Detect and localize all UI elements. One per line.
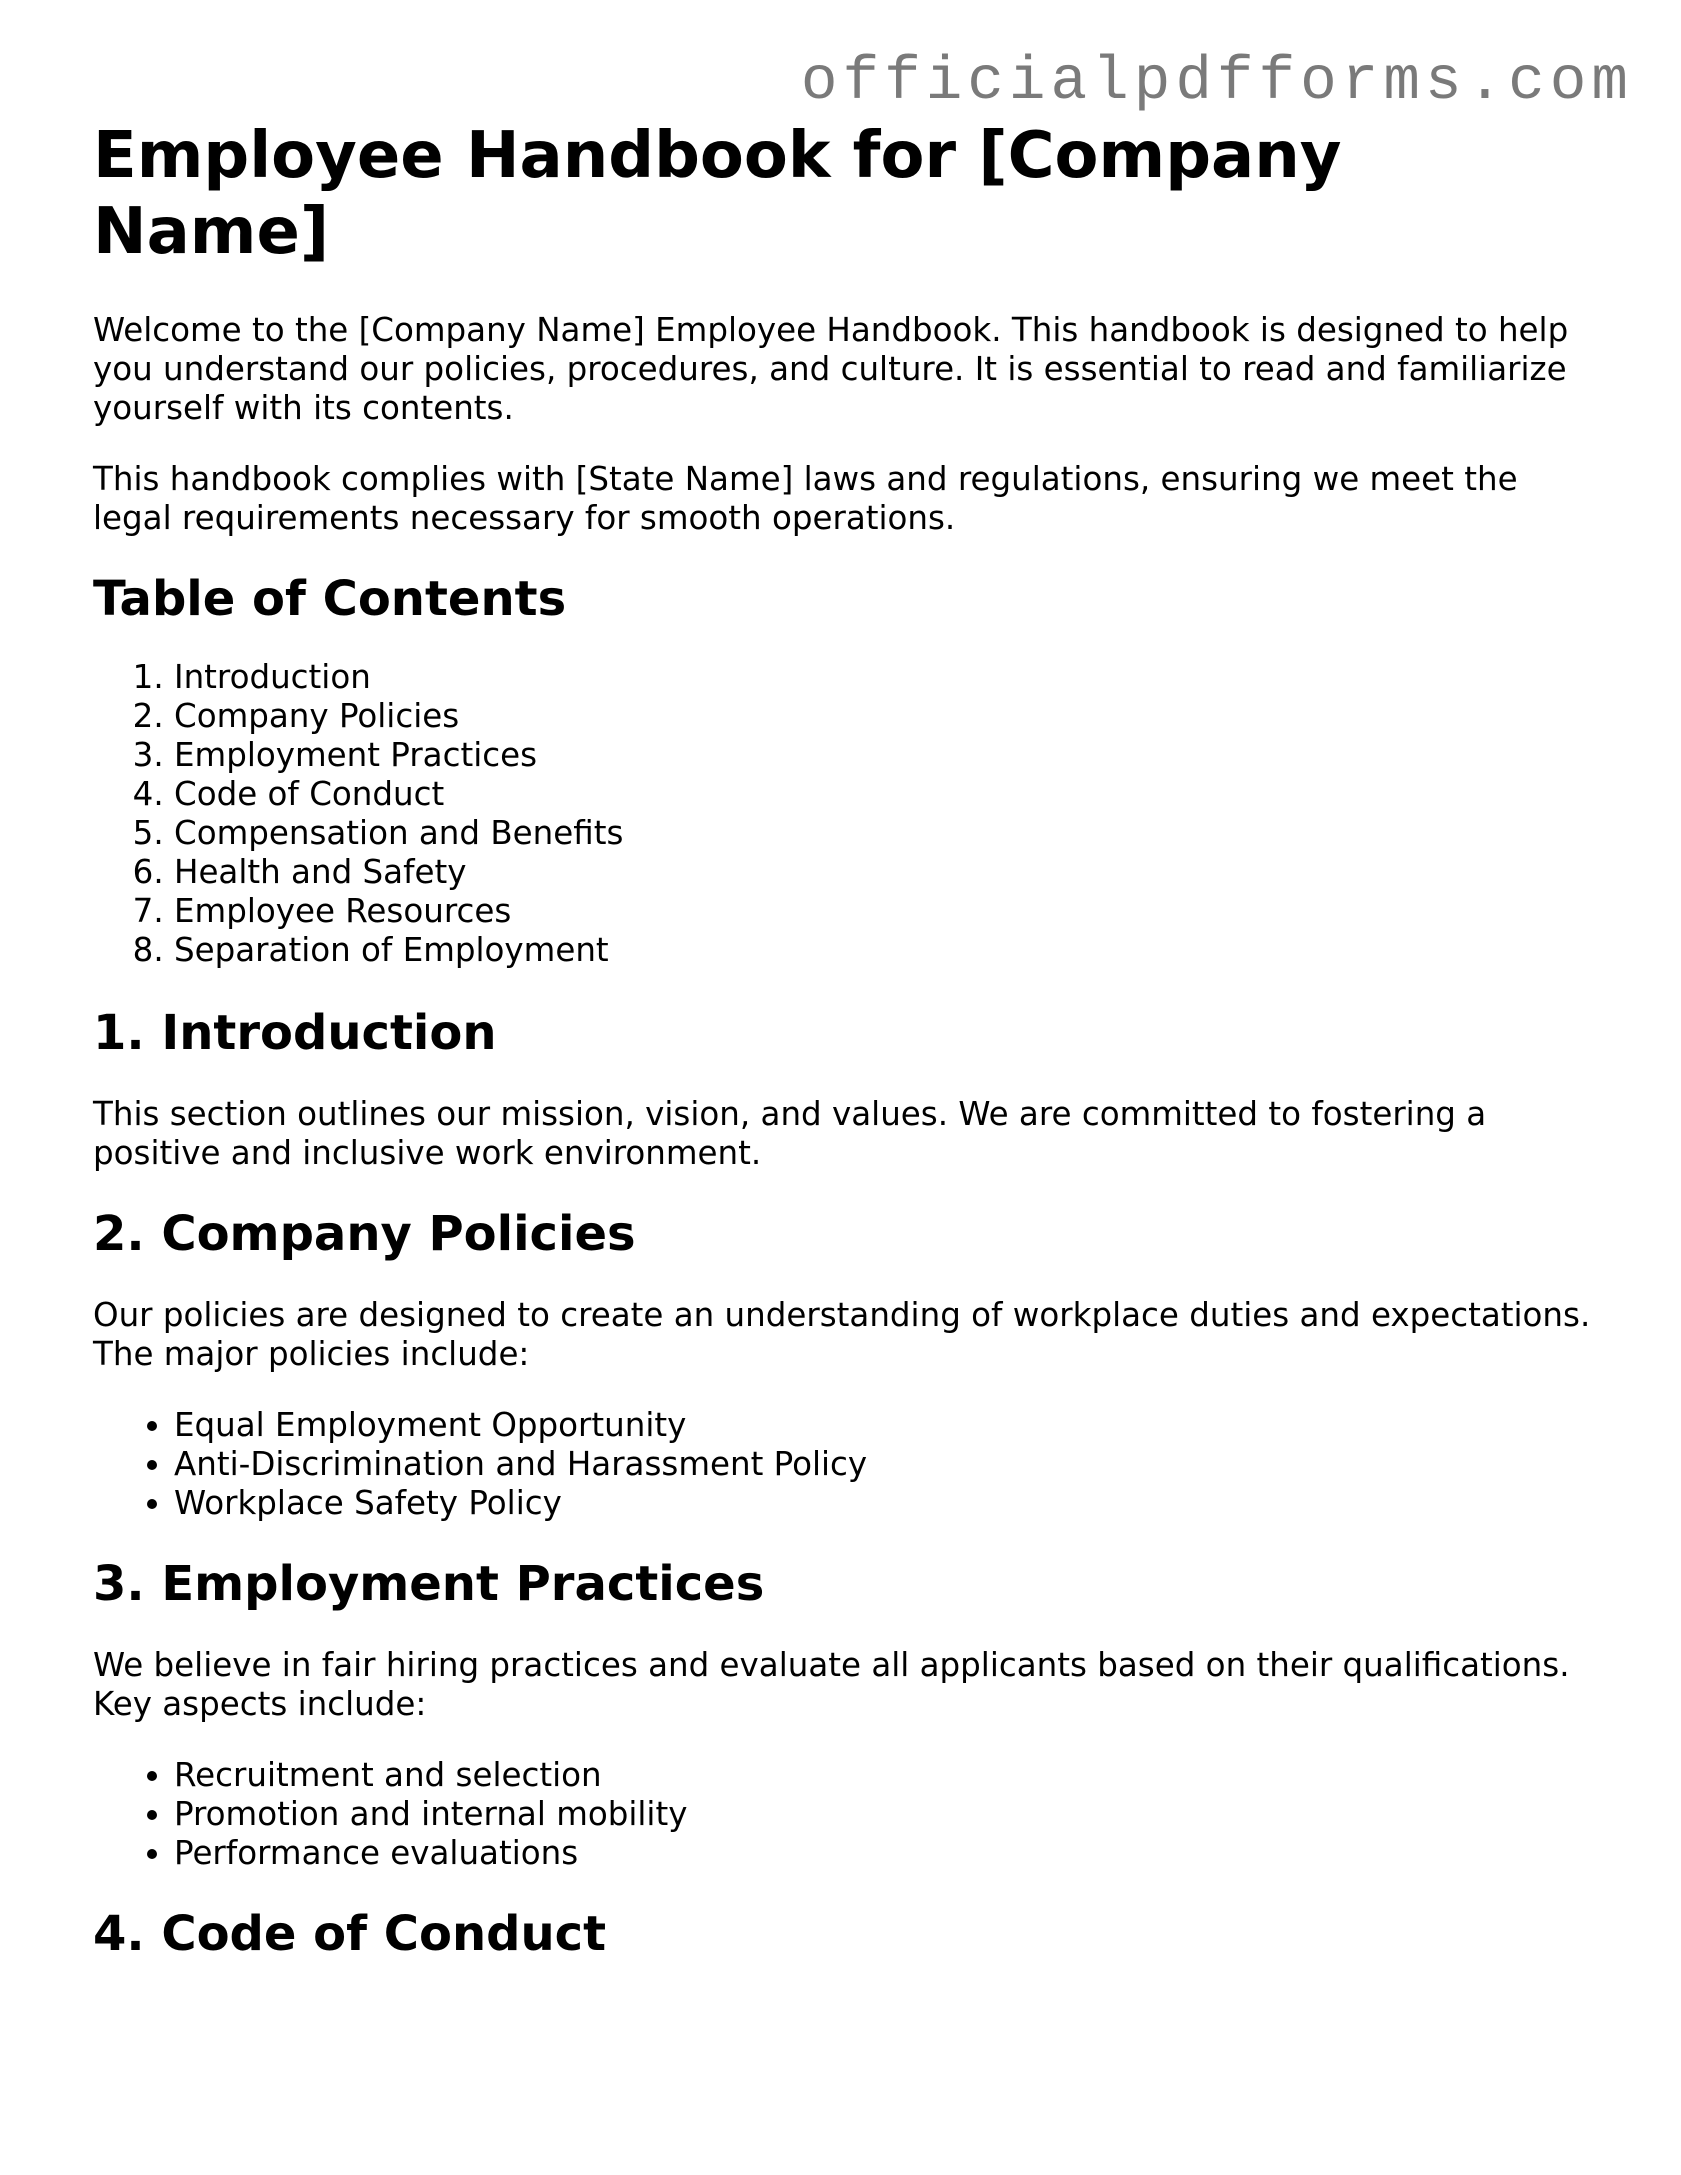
list-item: • Equal Employment Opportunity	[174, 1406, 1593, 1445]
list-item: • Anti-Discrimination and Harassment Policy	[174, 1445, 1593, 1484]
company-policies-list	[93, 1406, 1593, 1523]
toc-heading: Table of Contents	[93, 571, 567, 627]
list-item: • Promotion and internal mobility	[174, 1795, 1593, 1834]
toc-item: 2. Company Policies	[174, 697, 1593, 736]
intro-paragraph-2: This handbook complies with [State Name] laws and regulations, ensuring we meet the legal requirements necessary for smooth operations.	[93, 460, 1518, 537]
section-heading-introduction: 1. Introduction	[93, 1005, 497, 1061]
toc-item: 4. Code of Conduct	[174, 775, 1593, 814]
section-heading-company-policies: 2. Company Policies	[93, 1206, 636, 1262]
toc-item: 6. Health and Safety	[174, 853, 1593, 892]
section-body-introduction: This section outlines our mission, vision, and values. We are committed to fostering a positive and inclusive work environment.	[93, 1095, 1487, 1172]
toc-item: 1. Introduction	[174, 658, 1593, 697]
document-body	[93, 118, 1593, 1962]
toc-list	[93, 658, 1593, 970]
list-item: • Workplace Safety Policy	[174, 1484, 1593, 1523]
section-body-employment-practices: We believe in fair hiring practices and evaluate all applicants based on their qualifications. Key aspects include:	[93, 1646, 1570, 1723]
section-body-company-policies: Our policies are designed to create an understanding of workplace duties and expectations. The major policies include:	[93, 1296, 1591, 1373]
intro-paragraph-1: Welcome to the [Company Name] Employee Handbook. This handbook is designed to help you understand our policies, procedures, and culture. It is essential to read and familiarize yourself with its contents.	[93, 311, 1569, 427]
toc-item: 8. Separation of Employment	[174, 931, 1593, 970]
toc-item: 7. Employee Resources	[174, 892, 1593, 931]
employment-practices-list	[93, 1756, 1593, 1873]
toc-item: 3. Employment Practices	[174, 736, 1593, 775]
section-heading-code-of-conduct: 4. Code of Conduct	[93, 1906, 607, 1962]
list-item: • Recruitment and selection	[174, 1756, 1593, 1795]
section-heading-employment-practices: 3. Employment Practices	[93, 1556, 765, 1612]
toc-item: 5. Compensation and Benefits	[174, 814, 1593, 853]
document-title: Employee Handbook for [Company Name]	[93, 119, 1342, 269]
list-item: • Performance evaluations	[174, 1834, 1593, 1873]
watermark: officialpdfforms.com	[800, 48, 1633, 117]
